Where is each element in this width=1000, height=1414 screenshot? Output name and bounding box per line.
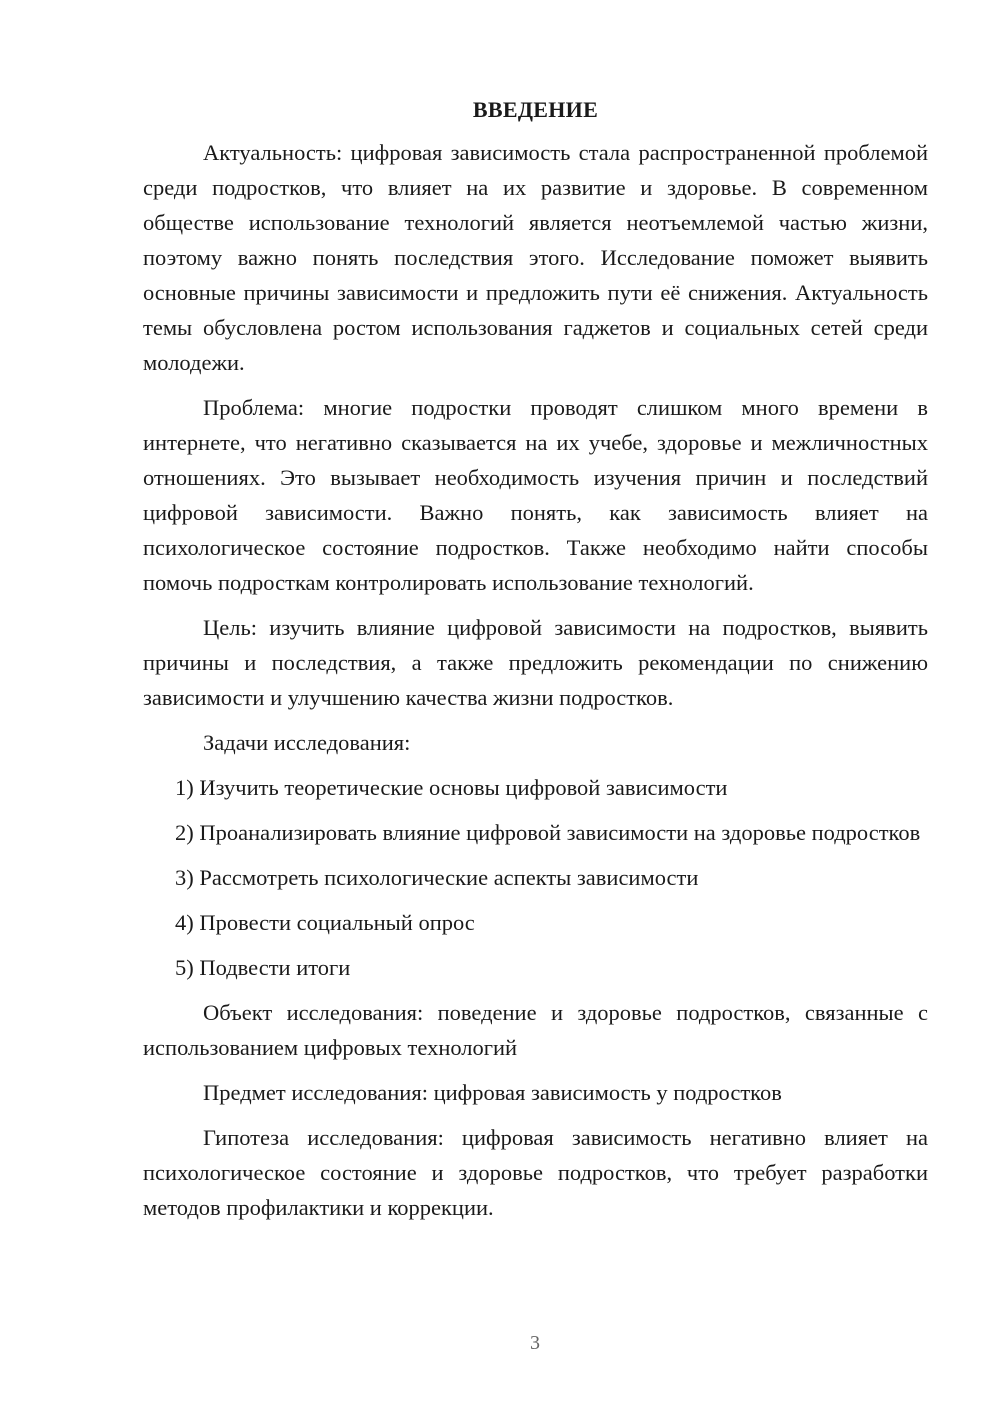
task-item: 1) Изучить теоретические основы цифровой зависимости xyxy=(175,775,728,800)
paragraph-goal: Цель: изучить влияние цифровой зависимости на подростков, выявить причины и последствия, а также предложить рекомендации по снижению зависимости и улучшению качества жизни подростков. xyxy=(143,615,928,710)
task-item: 4) Провести социальный опрос xyxy=(175,910,475,935)
task-item: 5) Подвести итоги xyxy=(175,955,351,980)
paragraph-subject: Предмет исследования: цифровая зависимость у подростков xyxy=(203,1080,782,1105)
paragraph-problem: Проблема: многие подростки проводят слишком много времени в интернете, что негативно сказывается на их учебе, здоровье и межличностных отношениях. Это вызывает необходимость изучения причин и последствий цифровой зависимости. Важно понять, как зависимость влияет на психологическое состояние подростков. Также необходимо найти способы помочь подросткам контролировать использование технологий. xyxy=(143,395,928,595)
task-item: 2) Проанализировать влияние цифровой зависимости на здоровье подростков xyxy=(175,820,921,845)
page-number: 3 xyxy=(530,1332,540,1354)
task-item: 3) Рассмотреть психологические аспекты зависимости xyxy=(175,865,699,890)
document-page xyxy=(143,95,928,1235)
section-title: ВВЕДЕНИЕ xyxy=(472,97,599,122)
paragraph-object: Объект исследования: поведение и здоровье подростков, связанные с использованием цифровых технологий xyxy=(143,1000,928,1060)
paragraph-relevance: Актуальность: цифровая зависимость стала распространенной проблемой среди подростков, что влияет на их развитие и здоровье. В современном обществе использование технологий является неотъемлемой частью жизни, поэтому важно понять последствия этого. Исследование поможет выявить основные причины зависимости и предложить пути её снижения. Актуальность темы обусловлена ростом использования гаджетов и социальных сетей среди молодежи. xyxy=(143,140,928,375)
tasks-heading: Задачи исследования: xyxy=(203,730,411,755)
paragraph-hypothesis: Гипотеза исследования: цифровая зависимость негативно влияет на психологическое состояние и здоровье подростков, что требует разработки методов профилактики и коррекции. xyxy=(143,1125,928,1220)
